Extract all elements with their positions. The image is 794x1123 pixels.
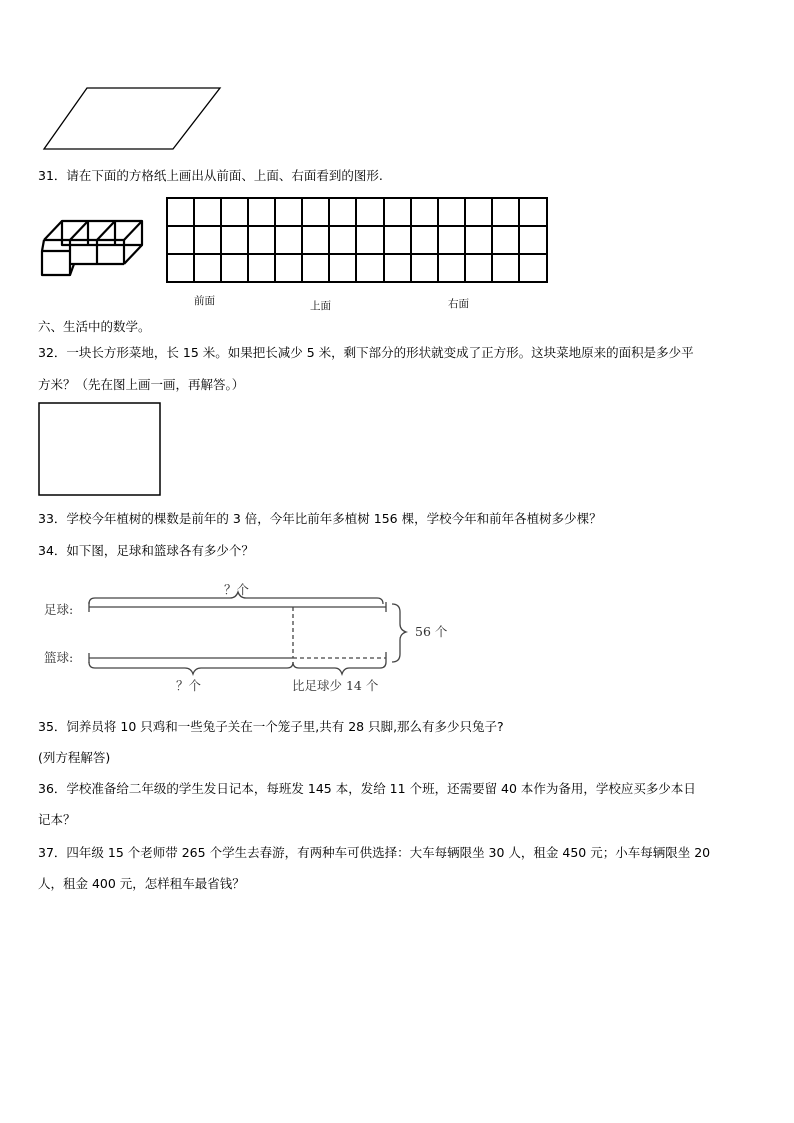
basketball-label: 篮球: bbox=[44, 650, 74, 665]
label-right: 右面 bbox=[448, 298, 469, 310]
difference-label: 比足球少 14 个 bbox=[292, 678, 379, 693]
question-37-line1: 37．四年级 15 个老师带 265 个学生去春游，有两种车可供选择：大车每辆限坐 30 人，租金 450 元；小车每辆限坐 20 bbox=[38, 845, 711, 860]
section-title: 六、生活中的数学。 bbox=[38, 319, 151, 334]
question-36-line1: 36．学校准备给二年级的学生发日记本，每班发 145 本，发给 11 个班，还需要留 40 本作为备用，学校应买多少本日 bbox=[38, 781, 696, 796]
question-32-line1: 32．一块长方形菜地，长 15 米。如果把长减少 5 米，剩下部分的形状就变成了正方形。这块菜地原来的面积是多少平 bbox=[38, 345, 694, 360]
bottom-brace-label: ？个 bbox=[176, 678, 202, 693]
question-37-line2: 人，租金 400 元，怎样租车最省钱？ bbox=[38, 876, 245, 891]
question-31: 31．请在下面的方格纸上画出从前面、上面、右面看到的图形. bbox=[38, 168, 383, 183]
top-brace-label: ？个 bbox=[224, 582, 250, 597]
football-label: 足球: bbox=[44, 602, 74, 617]
square-figure bbox=[38, 402, 162, 498]
parallelogram-figure bbox=[40, 84, 230, 154]
total-label: 56 个 bbox=[415, 624, 448, 639]
question-36-line2: 记本？ bbox=[38, 812, 76, 827]
question-32-line2: 方米？（先在图上画一画，再解答。） bbox=[38, 377, 245, 392]
grid-paper bbox=[166, 197, 550, 285]
cube-figure bbox=[38, 213, 148, 278]
question-35-line1: 35．饲养员将 10 只鸡和一些兔子关在一个笼子里,共有 28 只脚,那么有多少只兔子? bbox=[38, 719, 504, 734]
question-35-line2: (列方程解答) bbox=[38, 750, 111, 765]
question-34: 34．如下图，足球和篮球各有多少个？ bbox=[38, 543, 254, 558]
label-front: 前面 bbox=[194, 295, 215, 307]
question-33: 33．学校今年植树的棵数是前年的 3 倍，今年比前年多植树 156 棵，学校今年和前年各植树多少棵？ bbox=[38, 511, 602, 526]
label-top: 上面 bbox=[310, 300, 331, 312]
line-segment-diagram bbox=[80, 590, 420, 680]
